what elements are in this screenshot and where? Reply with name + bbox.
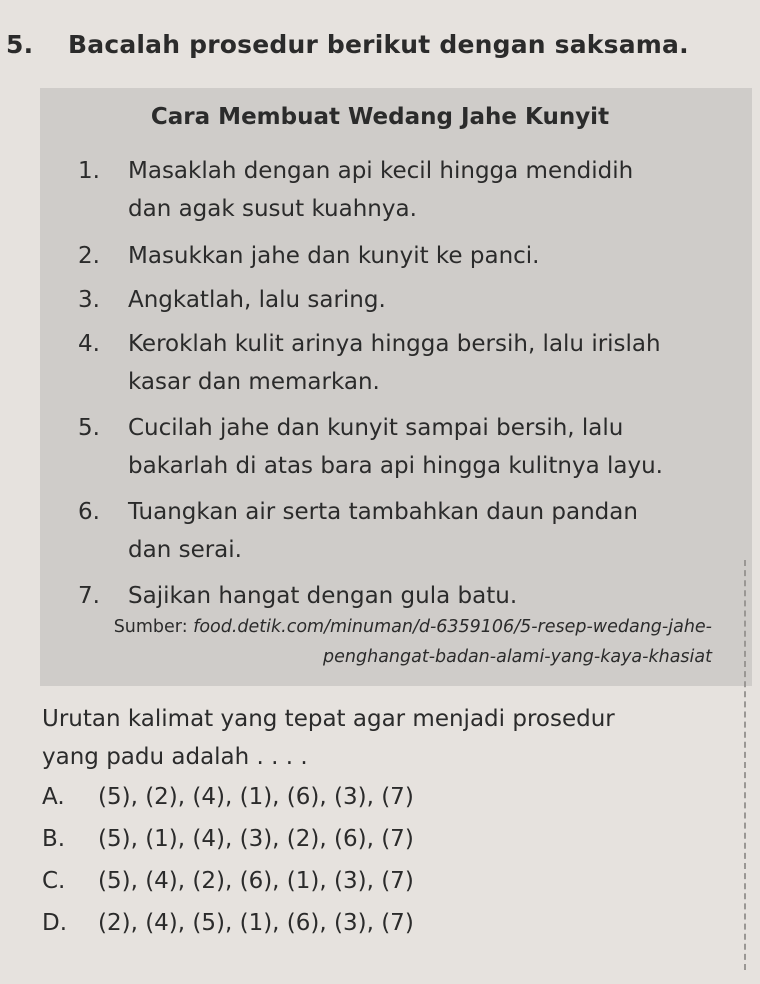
step-number: 3. [78, 287, 100, 313]
step-number: 4. [78, 331, 100, 357]
step-text-line: Keroklah kulit arinya hingga bersih, lalu irislah [128, 331, 661, 357]
procedure-title: Cara Membuat Wedang Jahe Kunyit [150, 104, 610, 130]
step-number: 7. [78, 583, 100, 609]
step-text-line: Masaklah dengan api kecil hingga mendidih [128, 158, 634, 184]
option-value: (2), (4), (5), (1), (6), (3), (7) [98, 910, 414, 936]
option-value: (5), (2), (4), (1), (6), (3), (7) [98, 784, 414, 810]
source-url-line1: food.detik.com/minuman/d-6359106/5-resep-wedang-jahe- [193, 617, 712, 637]
option-letter: B. [42, 826, 66, 852]
option-letter: C. [42, 868, 66, 894]
question-instruction: Bacalah prosedur berikut dengan saksama. [68, 30, 689, 59]
step-text-line: dan agak susut kuahnya. [128, 196, 417, 222]
step-number: 1. [78, 158, 100, 184]
source-citation [72, 612, 712, 672]
question-number: 5. [6, 30, 34, 59]
page-fold-line [744, 560, 746, 970]
step-number: 6. [78, 499, 100, 525]
step-number: 5. [78, 415, 100, 441]
step-text: Angkatlah, lalu saring. [128, 287, 386, 313]
question-prompt [42, 700, 742, 776]
source-url-line2: penghangat-badan-alami-yang-kaya-khasiat [323, 647, 712, 667]
option-letter: D. [42, 910, 68, 936]
option-value: (5), (4), (2), (6), (1), (3), (7) [98, 868, 414, 894]
step-text: Sajikan hangat dengan gula batu. [128, 583, 518, 609]
prompt-line: Urutan kalimat yang tepat agar menjadi prosedur [42, 706, 615, 732]
step-text-line: kasar dan memarkan. [128, 369, 380, 395]
source-label: Sumber: [113, 617, 188, 637]
step-text [128, 325, 748, 401]
step-text [128, 493, 748, 569]
step-text-line: Cucilah jahe dan kunyit sampai bersih, lalu [128, 415, 624, 441]
step-text-line: dan serai. [128, 537, 242, 563]
step-text [128, 409, 748, 485]
prompt-line: yang padu adalah . . . . [42, 744, 308, 770]
step-text-line: Tuangkan air serta tambahkan daun pandan [128, 499, 638, 525]
option-letter: A. [42, 784, 65, 810]
question-header [6, 30, 689, 59]
step-text: Masukkan jahe dan kunyit ke panci. [128, 243, 540, 269]
step-text [128, 152, 748, 228]
option-value: (5), (1), (4), (3), (2), (6), (7) [98, 826, 414, 852]
step-text-line: bakarlah di atas bara api hingga kulitnya layu. [128, 453, 663, 479]
step-number: 2. [78, 243, 100, 269]
